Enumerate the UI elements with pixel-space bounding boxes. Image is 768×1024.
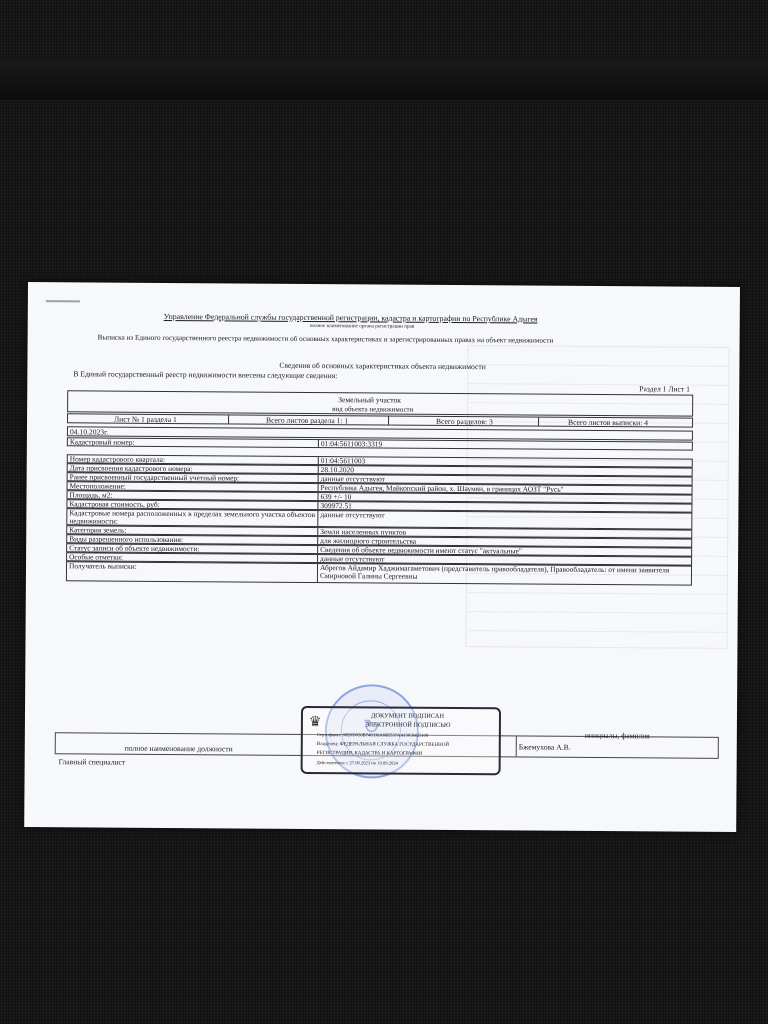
- row-value: 28.10.2020: [318, 466, 354, 473]
- section-page-ref: Раздел 1 Лист 1: [639, 384, 690, 394]
- row-label: Площадь, м2:: [69, 490, 113, 500]
- sheet-number: Лист № 1 раздела 1: [114, 414, 177, 425]
- esig-owner2: РЕГИСТРАЦИИ, КАДАСТРА И КАРТОГРАФИИ: [316, 751, 423, 757]
- esig-valid: Действителен: с 27.06.2023 по 19.09.2024: [316, 760, 398, 766]
- signer-name: Бжемухова А.В.: [518, 742, 571, 752]
- extract-date: 04.10.2023г.: [69, 427, 109, 437]
- document-sheet: [24, 282, 740, 832]
- table-row: [66, 561, 692, 585]
- sheets-total: Всего листов выписки: 4: [568, 417, 649, 428]
- cadastral-number-value: 01:04:5611003:3319: [318, 440, 382, 447]
- row-label: Местоположение:: [69, 481, 126, 491]
- extract-title: Выписка из Единого государственного реестра недвижимости об основных характеристиках и зарегистрированных правах на объект недвижимости: [97, 333, 554, 345]
- section-intro: В Единый государственный реестр недвижимости внесены следующие сведения:: [73, 369, 338, 381]
- object-type-box: [67, 390, 693, 416]
- eagle-crest-icon: ♛: [308, 713, 322, 731]
- row-value: Земли населенных пунктов: [317, 528, 406, 536]
- esig-certificate: Сертификат: 00E0D050B740338A68E537AAC0C8425108: [316, 732, 429, 738]
- row-value: данные отсутствуют: [317, 511, 384, 526]
- row-label: Получатель выписки:: [68, 561, 137, 571]
- esig-line1: ДОКУМЕНТ ПОДПИСАН: [370, 712, 445, 720]
- row-label: Ранее присвоенный государственный учетный номер:: [69, 472, 240, 483]
- row-label: Дата присвоения кадастрового номера:: [69, 463, 193, 474]
- official-seal: ↻: [325, 684, 420, 779]
- row-label: Статус записи об объекте недвижимости:: [69, 543, 200, 554]
- position-caption: полное наименование должности: [124, 743, 233, 754]
- background-fabric: [0, 60, 768, 100]
- row-value: 639 +/- 10: [317, 493, 351, 500]
- signer-position: Главный специалист: [58, 757, 126, 767]
- row-label: Особые отметки:: [69, 552, 123, 562]
- name-caption: инициалы, фамилия: [584, 730, 650, 741]
- row-value: 01:04:5611003: [318, 457, 366, 464]
- electronic-signature-stamp: [301, 706, 501, 775]
- object-type-caption: вид объекта недвижимости: [332, 405, 414, 414]
- sheets-in-section: Всего листов раздела 1: 1: [266, 415, 349, 426]
- row-value: данные отсутствуют: [318, 475, 385, 482]
- row-label: Кадастровая стоимость, руб:: [69, 499, 160, 509]
- esig-line2: ЭЛЕКТРОННОЙ ПОДПИСЬЮ: [364, 721, 451, 729]
- cadastral-number-label: Кадастровый номер:: [69, 437, 135, 447]
- row-value: данные отсутствуют: [317, 555, 384, 562]
- esig-owner: Владелец: ФЕДЕРАЛЬНАЯ СЛУЖБА ГОСУДАРСТВЕННОЙ: [316, 742, 450, 748]
- section-title: Сведения об основных характеристиках объекта недвижимости: [279, 360, 486, 372]
- sections-total: Всего разделов: 3: [436, 416, 493, 427]
- staple-mark: [46, 300, 80, 302]
- row-label: Виды разрешенного использования:: [69, 534, 183, 545]
- row-label: Кадастровые номера расположенных в пределах земельного участка объектов недвижимости:: [69, 508, 316, 526]
- row-value: для жилищного строительства: [317, 537, 416, 545]
- row-value: 309972.51: [317, 502, 351, 509]
- row-value: Сведения об объекте недвижимости имеют статус "актуальные": [317, 546, 522, 554]
- agency-name: Управление Федеральной службы государственной регистрации, кадастра и картографии по Республике Адыгея: [163, 311, 538, 324]
- row-label: Категория земель:: [69, 525, 127, 535]
- row-label: Номер кадастрового квартала:: [69, 454, 166, 464]
- row-value: Абрегов Айдамир Хаджимагаметович (представитель правообладателя), Правообладатель: от имени заявителя Смирновой Галины Сергеевны: [317, 564, 680, 585]
- agency-caption: полное наименование органа регистрации прав: [309, 322, 415, 330]
- row-value: Республика Адыгея, Майкопский район, х. Шаумян, в границах АОЗТ "Русь": [318, 484, 564, 493]
- object-type: Земельный участок: [338, 395, 402, 405]
